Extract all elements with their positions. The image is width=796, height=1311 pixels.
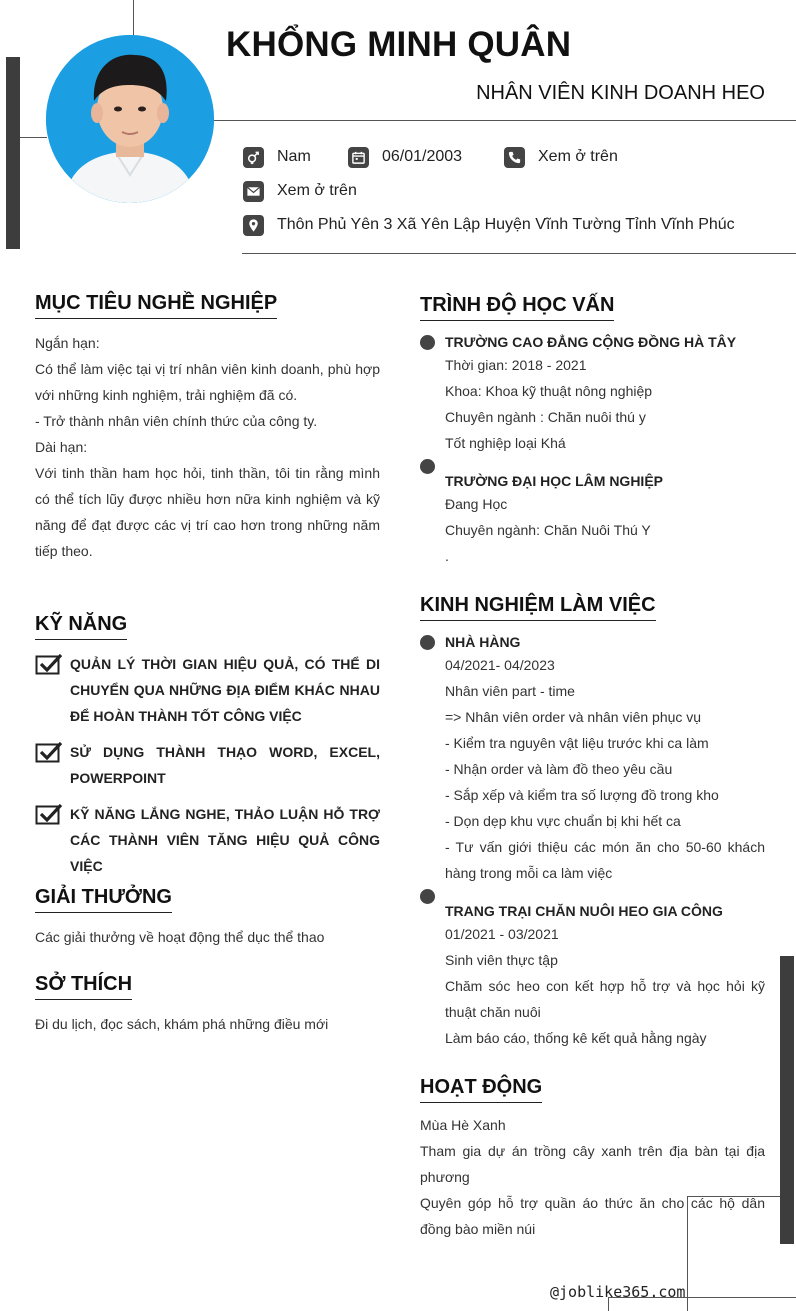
- experience-line: - Kiểm tra nguyên vật liệu trước khi ca làm: [445, 735, 709, 751]
- awards-text: Các giải thưởng về hoạt động thể dục thể thao: [35, 929, 325, 945]
- activity-line: Quyên góp hỗ trợ quần áo thức ăn cho các hộ dân đồng bào miền núi: [420, 1195, 765, 1237]
- watermark: @joblike365.com: [550, 1283, 686, 1301]
- skill-item: [35, 801, 380, 879]
- company-name: NHÀ HÀNG: [445, 634, 521, 650]
- email-icon: [243, 181, 264, 202]
- timeline-dot: [420, 335, 435, 350]
- avatar: [46, 35, 214, 203]
- objective-title: MỤC TIÊU NGHỀ NGHIỆP: [35, 292, 277, 319]
- hobbies-text: Đi du lịch, đọc sách, khám phá những điều mới: [35, 1016, 329, 1032]
- experience-role: Sinh viên thực tập: [445, 952, 558, 968]
- long-term-text: Với tinh thần ham học hỏi, tinh thần, tôi tin rằng mình có thể tích lũy được nhiều hơn nữa kinh nghiệm và kỹ năng để đạt được các vị trí cao hơn trong những năm tiếp theo.: [35, 465, 380, 559]
- left-horizontal-line: [20, 137, 47, 138]
- education-item: [445, 334, 765, 456]
- checkbox-checked-icon: [35, 803, 63, 825]
- candidate-name: KHỔNG MINH QUÂN: [226, 25, 572, 64]
- checkbox-checked-icon: [35, 653, 63, 675]
- timeline-dot: [420, 635, 435, 650]
- experience-line: Chăm sóc heo con kết hợp hỗ trợ và học hỏi kỹ thuật chăn nuôi: [445, 978, 765, 1020]
- education-line: Chuyên ngành : Chăn nuôi thú y: [445, 409, 646, 425]
- activities-title: HOẠT ĐỘNG: [420, 1076, 542, 1103]
- birthday-value: 06/01/2003: [382, 148, 463, 165]
- short-term-goal: - Trở thành nhân viên chính thức của công ty.: [35, 413, 318, 429]
- experience-line: - Tư vấn giới thiệu các món ăn cho 50-60 khách hàng trong mỗi ca làm việc: [445, 839, 765, 881]
- header-rule: [214, 120, 796, 121]
- experience-period: 04/2021- 04/2023: [445, 657, 555, 673]
- right-decor-bar: [780, 956, 794, 1244]
- long-term-label: Dài hạn:: [35, 439, 88, 455]
- top-vertical-line: [133, 0, 134, 36]
- location-icon: [243, 215, 264, 236]
- skill-text: QUẢN LÝ THỜI GIAN HIỆU QUẢ, CÓ THỂ DI CHUYỂN QUA NHỮNG ĐỊA ĐIỂM KHÁC NHAU ĐỂ HOÀN THÀNH TỐT CÔNG VIỆC: [70, 656, 380, 724]
- education-item: [445, 473, 765, 569]
- experience-line: Làm báo cáo, thống kê kết quả hằng ngày: [445, 1030, 707, 1046]
- education-title: TRÌNH ĐỘ HỌC VẤN: [420, 294, 614, 321]
- education-line: Khoa: Khoa kỹ thuật nông nghiệp: [445, 383, 653, 399]
- skill-text: SỬ DỤNG THÀNH THẠO WORD, EXCEL, POWERPOINT: [70, 744, 380, 786]
- experience-role: Nhân viên part - time: [445, 683, 575, 699]
- job-title: NHÂN VIÊN KINH DOANH HEO: [476, 82, 765, 104]
- activities-body: [420, 1112, 765, 1242]
- timeline-dot: [420, 459, 435, 474]
- skill-text: KỸ NĂNG LẮNG NGHE, THẢO LUẬN HỖ TRỢ CÁC THÀNH VIÊN TĂNG HIỆU QUẢ CÔNG VIỆC: [70, 806, 380, 874]
- experience-period: 01/2021 - 03/2021: [445, 926, 559, 942]
- experience-line: - Nhận order và làm đồ theo yêu cầu: [445, 761, 673, 777]
- skill-item: [35, 651, 380, 729]
- gender-icon: [243, 147, 264, 168]
- education-line: Chuyên ngành: Chăn Nuôi Thú Y: [445, 522, 651, 538]
- experience-line: - Dọn dẹp khu vực chuẩn bị khi hết ca: [445, 813, 681, 829]
- experience-title: KINH NGHIỆM LÀM VIỆC: [420, 594, 656, 621]
- contact-rule: [242, 253, 796, 254]
- short-term-text: Có thể làm việc tại vị trí nhân viên kinh doanh, phù hợp với những kinh nghiệm, trải nghiệm đã có.: [35, 361, 380, 403]
- short-term-label: Ngắn hạn:: [35, 335, 100, 351]
- phone-icon: [504, 147, 525, 168]
- experience-item: [445, 903, 765, 1051]
- education-line: Thời gian: 2018 - 2021: [445, 357, 587, 373]
- experience-item: [445, 634, 765, 886]
- company-name: TRANG TRẠI CHĂN NUÔI HEO GIA CÔNG: [445, 903, 723, 919]
- objective-body: [35, 330, 380, 564]
- experience-line: => Nhân viên order và nhân viên phục vụ: [445, 709, 702, 725]
- timeline-dot: [420, 889, 435, 904]
- experience-line: - Sắp xếp và kiểm tra số lượng đồ trong kho: [445, 787, 719, 803]
- education-line: Đang Học: [445, 496, 508, 512]
- hobbies-title: SỞ THÍCH: [35, 973, 132, 1000]
- activity-line: Tham gia dự án trồng cây xanh trên địa bàn tại địa phương: [420, 1143, 765, 1185]
- activity-line: Mùa Hè Xanh: [420, 1117, 506, 1133]
- awards-title: GIẢI THƯỞNG: [35, 886, 172, 913]
- phone-value: Xem ở trên: [538, 148, 618, 165]
- education-line: Tốt nghiệp loại Khá: [445, 435, 566, 451]
- skill-item: [35, 739, 380, 791]
- school-name: TRƯỜNG ĐẠI HỌC LÂM NGHIỆP: [445, 473, 663, 489]
- school-name: TRƯỜNG CAO ĐẲNG CỘNG ĐỒNG HÀ TÂY: [445, 334, 737, 350]
- left-decor-bar: [6, 57, 20, 249]
- skills-title: KỸ NĂNG: [35, 613, 127, 640]
- email-value: Xem ở trên: [277, 182, 357, 199]
- checkbox-checked-icon: [35, 741, 63, 763]
- profile-photo: [46, 35, 214, 203]
- gender-value: Nam: [277, 148, 311, 165]
- calendar-icon: [348, 147, 369, 168]
- education-line: .: [445, 548, 449, 564]
- address-value: Thôn Phủ Yên 3 Xã Yên Lập Huyện Vĩnh Tường Tỉnh Vĩnh Phúc: [277, 216, 735, 233]
